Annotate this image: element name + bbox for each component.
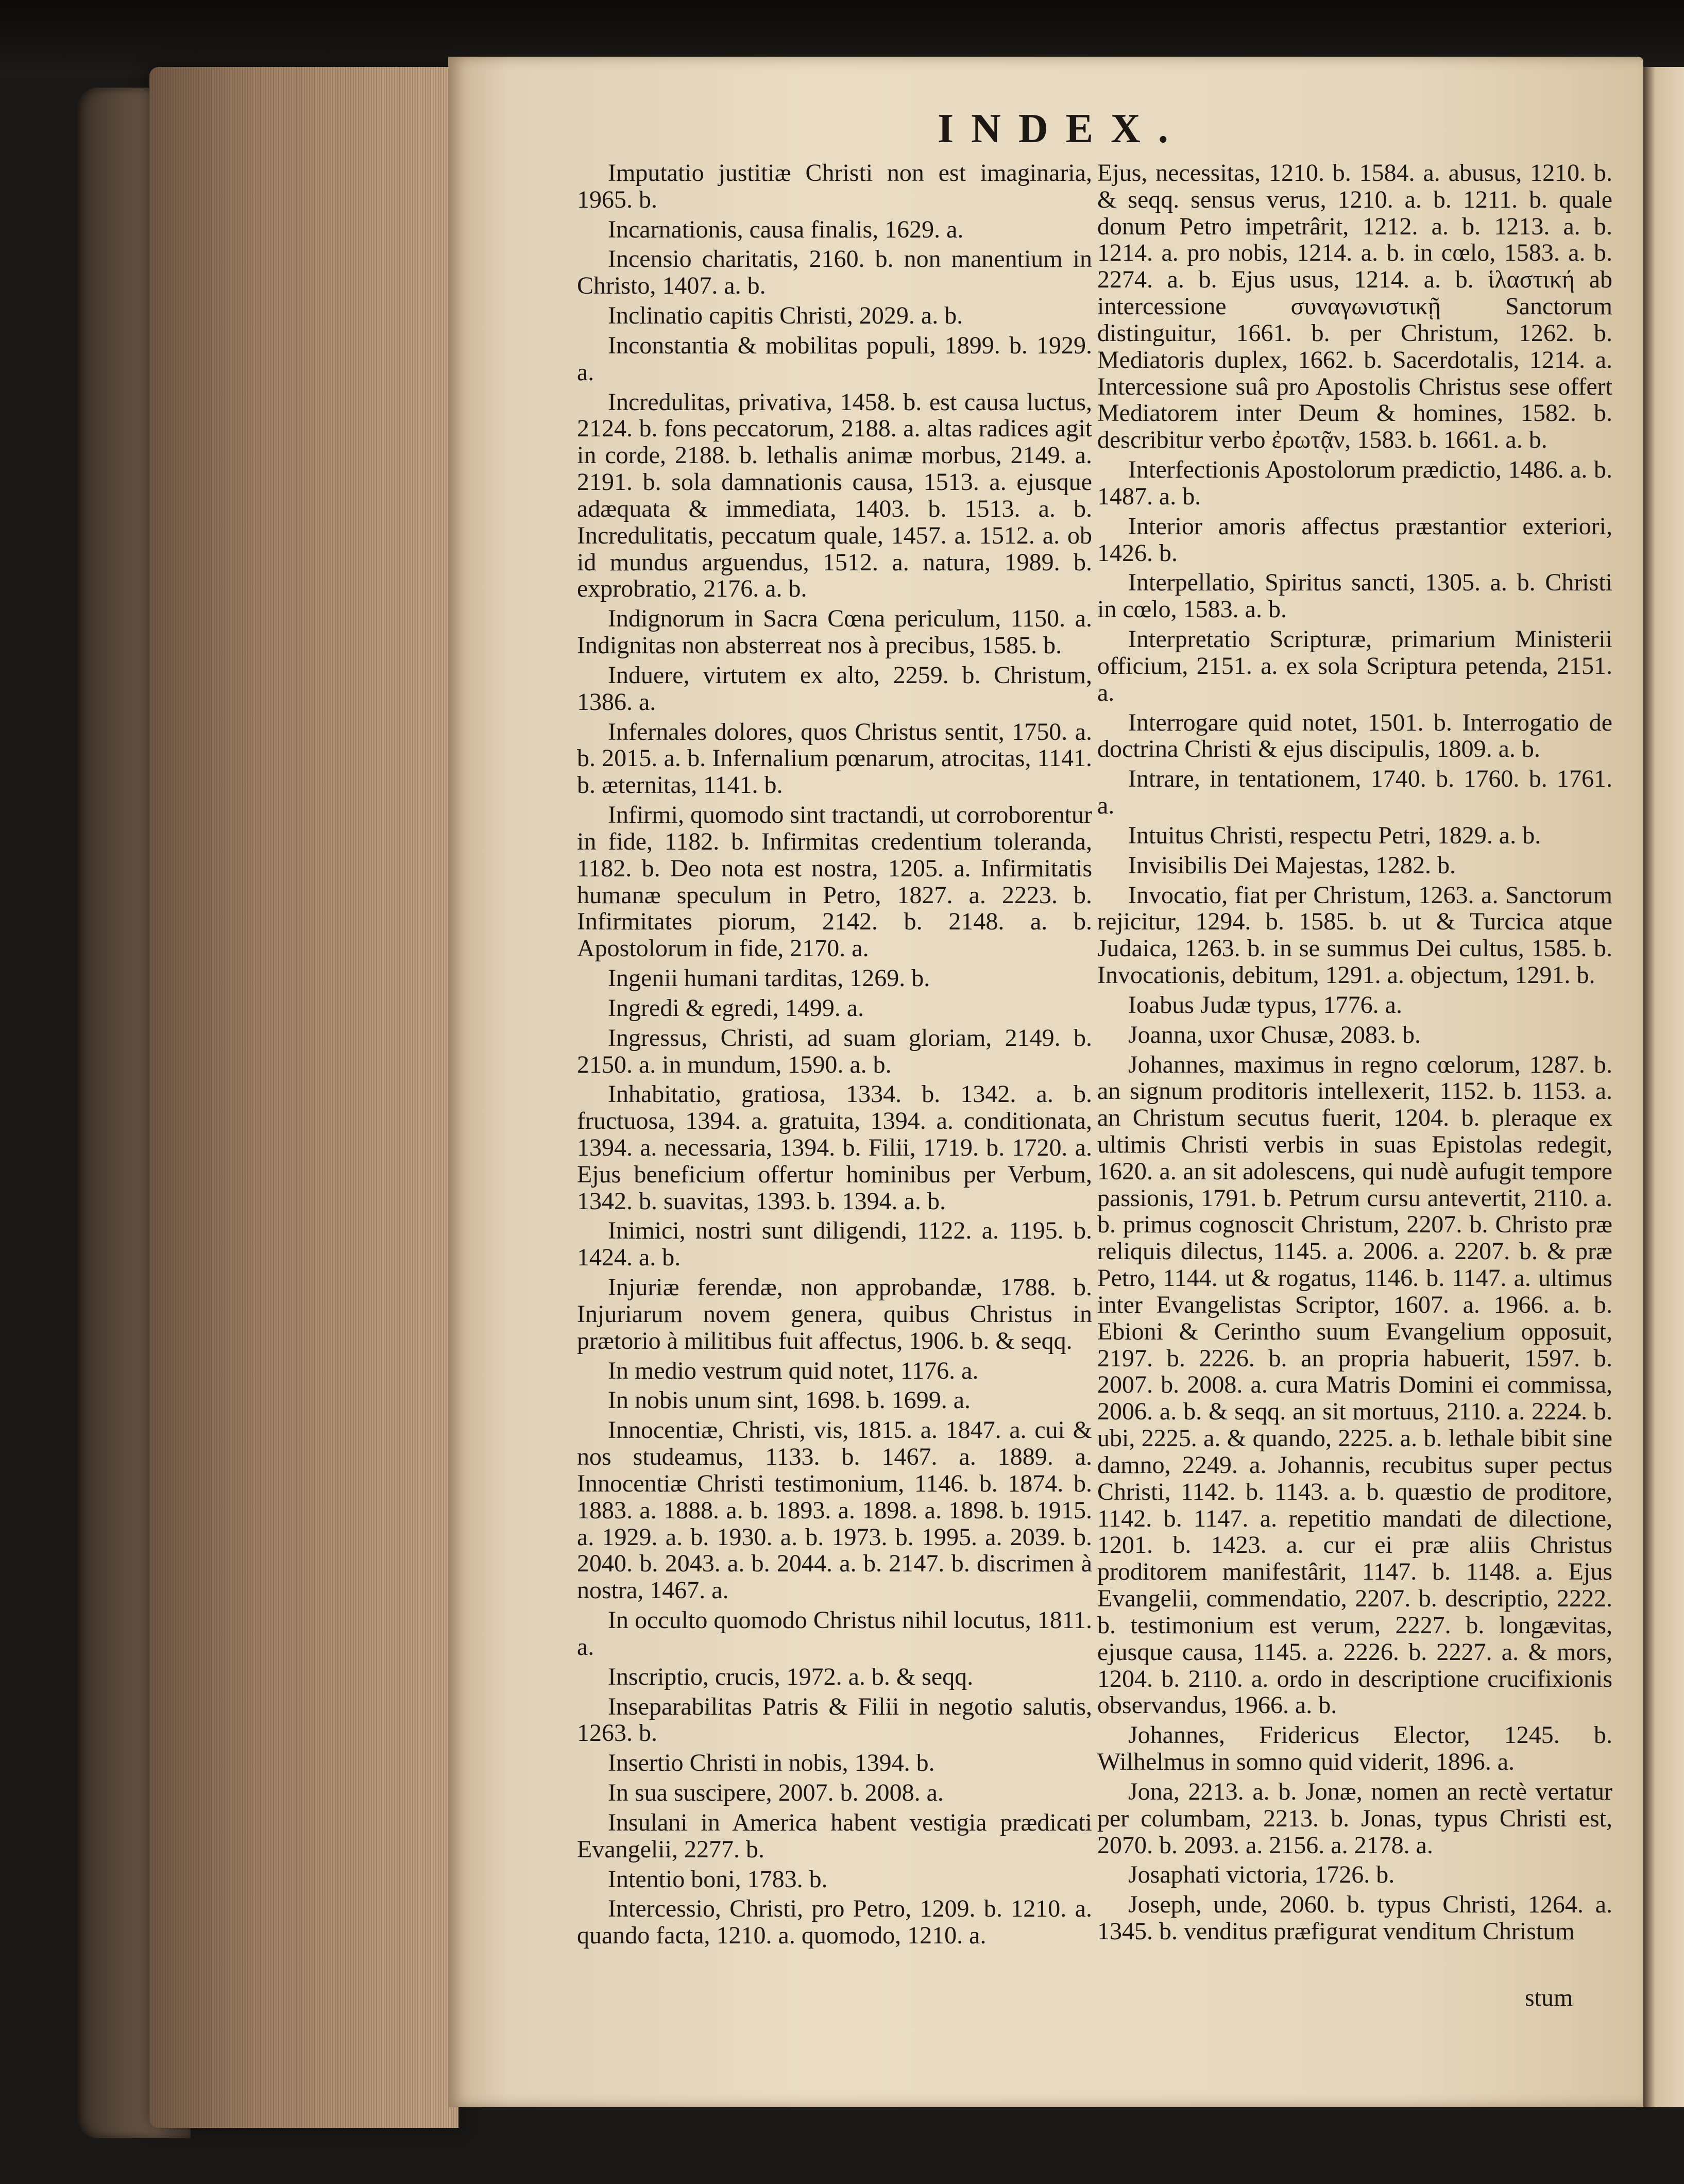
index-entry: Infernales dolores, quos Christus sentit, 1750. a. b. 2015. a. b. Infernalium pœnarum, atrocitas, 1141. b. æternitas, 1141. b. [577,718,1092,799]
index-entry: Invisibilis Dei Majestas, 1282. b. [1128,851,1456,879]
index-entry: In nobis unum sint, 1698. b. 1699. a. [608,1386,971,1414]
index-entry: Inscriptio, crucis, 1972. a. b. & seqq. [608,1663,974,1690]
index-entry: Intuitus Christi, respectu Petri, 1829. a. b. [1128,821,1541,849]
page-header: INDEX. [938,106,1186,151]
index-entry: Imputatio justitiæ Christi non est imaginaria, 1965. b. [577,159,1092,213]
index-entry: Ingredi & egredi, 1499. a. [608,994,864,1022]
index-entry: Infirmi, quomodo sint tractandi, ut corroborentur in fide, 1182. b. Infirmitas credentium toleranda, 1182. b. Deo nota est nostra, 1205. a. Infirmitatis humanæ speculum in Petro, 1827. a. 2223. b. Infirmitates piorum, 2142. b. 2148. a. b. Apostolorum in fide, 2170. a. [577,801,1092,962]
index-entry: Ingenii humani tarditas, 1269. b. [608,964,930,992]
index-entry: Inclinatio capitis Christi, 2029. a. b. [608,302,963,330]
index-entry: Intrare, in tentationem, 1740. b. 1760. b. 1761. a. [1097,765,1612,820]
index-entry: Interrogare quid notet, 1501. b. Interrogatio de doctrina Christi & ejus discipulis, 1809. a. b. [1097,708,1612,763]
index-entry: In occulto quomodo Christus nihil locutus, 1811. a. [577,1606,1092,1661]
next-page-edge [1643,67,1684,2107]
index-entry: Intentio boni, 1783. b. [608,1865,828,1893]
index-entry: Inhabitatio, gratiosa, 1334. b. 1342. a. b. fructuosa, 1394. a. gratuita, 1394. a. conditionata, 1394. a. necessaria, 1394. b. Filii, 1719. b. 1720. a. Ejus beneficium offertur hominibus per Verbum, 1342. b. suavitas, 1393. b. 1394. a. b. [577,1080,1092,1215]
index-entry: Incredulitas, privativa, 1458. b. est causa luctus, 2124. b. fons peccatorum, 2188. a. altas radices agit in corde, 2188. b. lethalis animæ morbus, 2149. a. 2191. b. sola damnationis causa, 1513. a. ejusque adæquata & immediata, 1403. b. 1513. a. b. Incredulitatis, peccatum quale, 1457. a. 1512. a. ob id mundus arguendus, 1512. a. natura, 1989. b. exprobratio, 2176. a. b. [577,388,1092,603]
index-entry: Injuriæ ferendæ, non approbandæ, 1788. b. Injuriarum novem genera, quibus Christus in prætorio à militibus fuit affectus, 1906. b. & seqq. [577,1274,1092,1355]
index-entry: Insertio Christi in nobis, 1394. b. [608,1749,935,1777]
index-entry: In medio vestrum quid notet, 1176. a. [608,1357,979,1384]
index-entry: Invocatio, fiat per Christum, 1263. a. Sanctorum rejicitur, 1294. b. 1585. b. ut & Turcica atque Judaica, 1263. b. in se summus Dei cultus, 1585. b. Invocationis, debitum, 1291. a. objectum, 1291. b. [1097,881,1612,989]
index-entry: Joseph, unde, 2060. b. typus Christi, 1264. a. 1345. b. venditus præfigurat venditum Christum [1097,1891,1612,1945]
index-entry: In sua suscipere, 2007. b. 2008. a. [608,1779,944,1807]
index-entry: Interpellatio, Spiritus sancti, 1305. a. b. Christi in cœlo, 1583. a. b. [1097,569,1612,623]
index-entry: Joanna, uxor Chusæ, 2083. b. [1128,1021,1421,1048]
index-entry: Innocentiæ, Christi, vis, 1815. a. 1847. a. cui & nos studeamus, 1133. b. 1467. a. 1889. a. Innocentiæ Christi testimonium, 1146. b. 1874. b. 1883. a. 1888. a. b. 1893. a. 1898. a. 1898. b. 1915. a. 1929. a. b. 1930. a. b. 1973. b. 1995. a. 2039. b. 2040. b. 2043. a. b. 2044. a. b. 2147. b. discrimen à nostra, 1467. a. [577,1416,1092,1604]
index-entry: Insulani in America habent vestigia prædicati Evangelii, 2277. b. [577,1808,1092,1863]
index-entry: Ejus, necessitas, 1210. b. 1584. a. abusus, 1210. b. & seqq. sensus verus, 1210. a. b. 1211. b. quale donum Petro impetrârit, 1212. a. b. 1213. a. b. 1214. a. pro nobis, 1214. a. b. in cœlo, 1583. a. b. 2274. a. b. Ejus usus, 1214. a. b. ἱλαστική ab intercessione συναγωνιστικῇ Sanctorum distinguitur, 1661. b. per Christum, 1262. b. Mediatoris duplex, 1662. b. Sacerdotalis, 1214. a. Intercessione suâ pro Apostolis Christus sese offert Mediatorem inter Deum & homines, 1582. b. describitur verbo ἐρωτᾷν, 1583. b. 1661. a. b. [1097,159,1612,454]
page-edges [149,67,458,2128]
index-entry: Indignorum in Sacra Cœna periculum, 1150. a. Indignitas non absterreat nos à precibus, 1585. b. [577,605,1092,659]
index-entry: Interpretatio Scripturæ, primarium Ministerii officium, 2151. a. ex sola Scriptura petenda, 2151. a. [1097,625,1612,706]
index-entry: Josaphati victoria, 1726. b. [1128,1861,1395,1889]
index-entry: Incarnationis, causa finalis, 1629. a. [608,215,964,243]
index-entry: Inconstantia & mobilitas populi, 1899. b. 1929. a. [577,331,1092,386]
index-entry: Inimici, nostri sunt diligendi, 1122. a. 1195. b. 1424. a. b. [577,1217,1092,1272]
index-entry: Ioabus Judæ typus, 1776. a. [1128,991,1402,1019]
index-entry: Jona, 2213. a. b. Jonæ, nomen an rectè vertatur per columbam, 2213. b. Jonas, typus Christi est, 2070. b. 2093. a. 2156. a. 2178. a. [1097,1777,1612,1859]
index-column-right [1097,160,1612,1948]
index-entry: Johannes, Fridericus Elector, 1245. b. Wilhelmus in somno quid viderit, 1896. a. [1097,1721,1612,1776]
index-entry: Johannes, maximus in regno cœlorum, 1287. b. an signum proditoris intellexerit, 1152. b. 1153. a. an Christum secutus fuerit, 1204. b. pleraque ex ultimis Christi verbis in suas Epistolas redegit, 1620. a. an sit adolescens, qui nudè aufugit tempore passionis, 1791. b. Petrum cursu antevertit, 2110. a. b. primus cognoscit Christum, 2207. b. Christo præ reliquis dilectus, 1145. a. 2006. a. 2207. b. & præ Petro, 1144. ut & rogatus, 1146. b. 1147. a. ultimus inter Evangelistas Scriptor, 1607. a. 1966. a. b. Ebioni & Cerintho suum Evangelium opposuit, 2197. b. 2226. b. an propria habuerit, 1597. b. 2007. b. 2008. a. cura Matris Domini ei commissa, 2006. a. b. & seqq. an sit mortuus, 2110. a. 2224. b. ubi, 2225. a. & quando, 2225. a. b. lethale bibit sine damno, 2249. a. Johannis, recubitus super pectus Christi, 1142. b. 1143. a. b. quæstio de proditore, 1142. b. 1147. a. repetitio mandati de dilectione, 1201. b. 1423. a. cur ei præ aliis Christus proditorem manifestârit, 1147. b. 1148. a. Ejus Evangelii, commendatio, 2207. b. descriptio, 2222. b. testimonium est verum, 2227. b. longævitas, ejusque causa, 1145. a. 2226. b. 2227. a. & mors, 1204. b. 2110. a. ordo in descriptione crucifixionis observandus, 1966. a. b. [1097,1051,1612,1719]
index-entry: Ingressus, Christi, ad suam gloriam, 2149. b. 2150. a. in mundum, 1590. a. b. [577,1024,1092,1078]
index-entry: Interior amoris affectus præstantior exteriori, 1426. b. [1097,512,1612,567]
index-entry: Intercessio, Christi, pro Petro, 1209. b. 1210. a. quando facta, 1210. a. quomodo, 1210. a. [577,1895,1092,1950]
index-entry: Induere, virtutem ex alto, 2259. b. Christum, 1386. a. [577,661,1092,716]
index-entry: Interfectionis Apostolorum prædictio, 1486. a. b. 1487. a. b. [1097,456,1612,510]
index-column-left [577,160,1092,1952]
index-entry: Inseparabilitas Patris & Filii in negotio salutis, 1263. b. [577,1692,1092,1747]
catchword: stum [1525,1984,1573,2011]
index-entry: Incensio charitatis, 2160. b. non manentium in Christo, 1407. a. b. [577,245,1092,300]
